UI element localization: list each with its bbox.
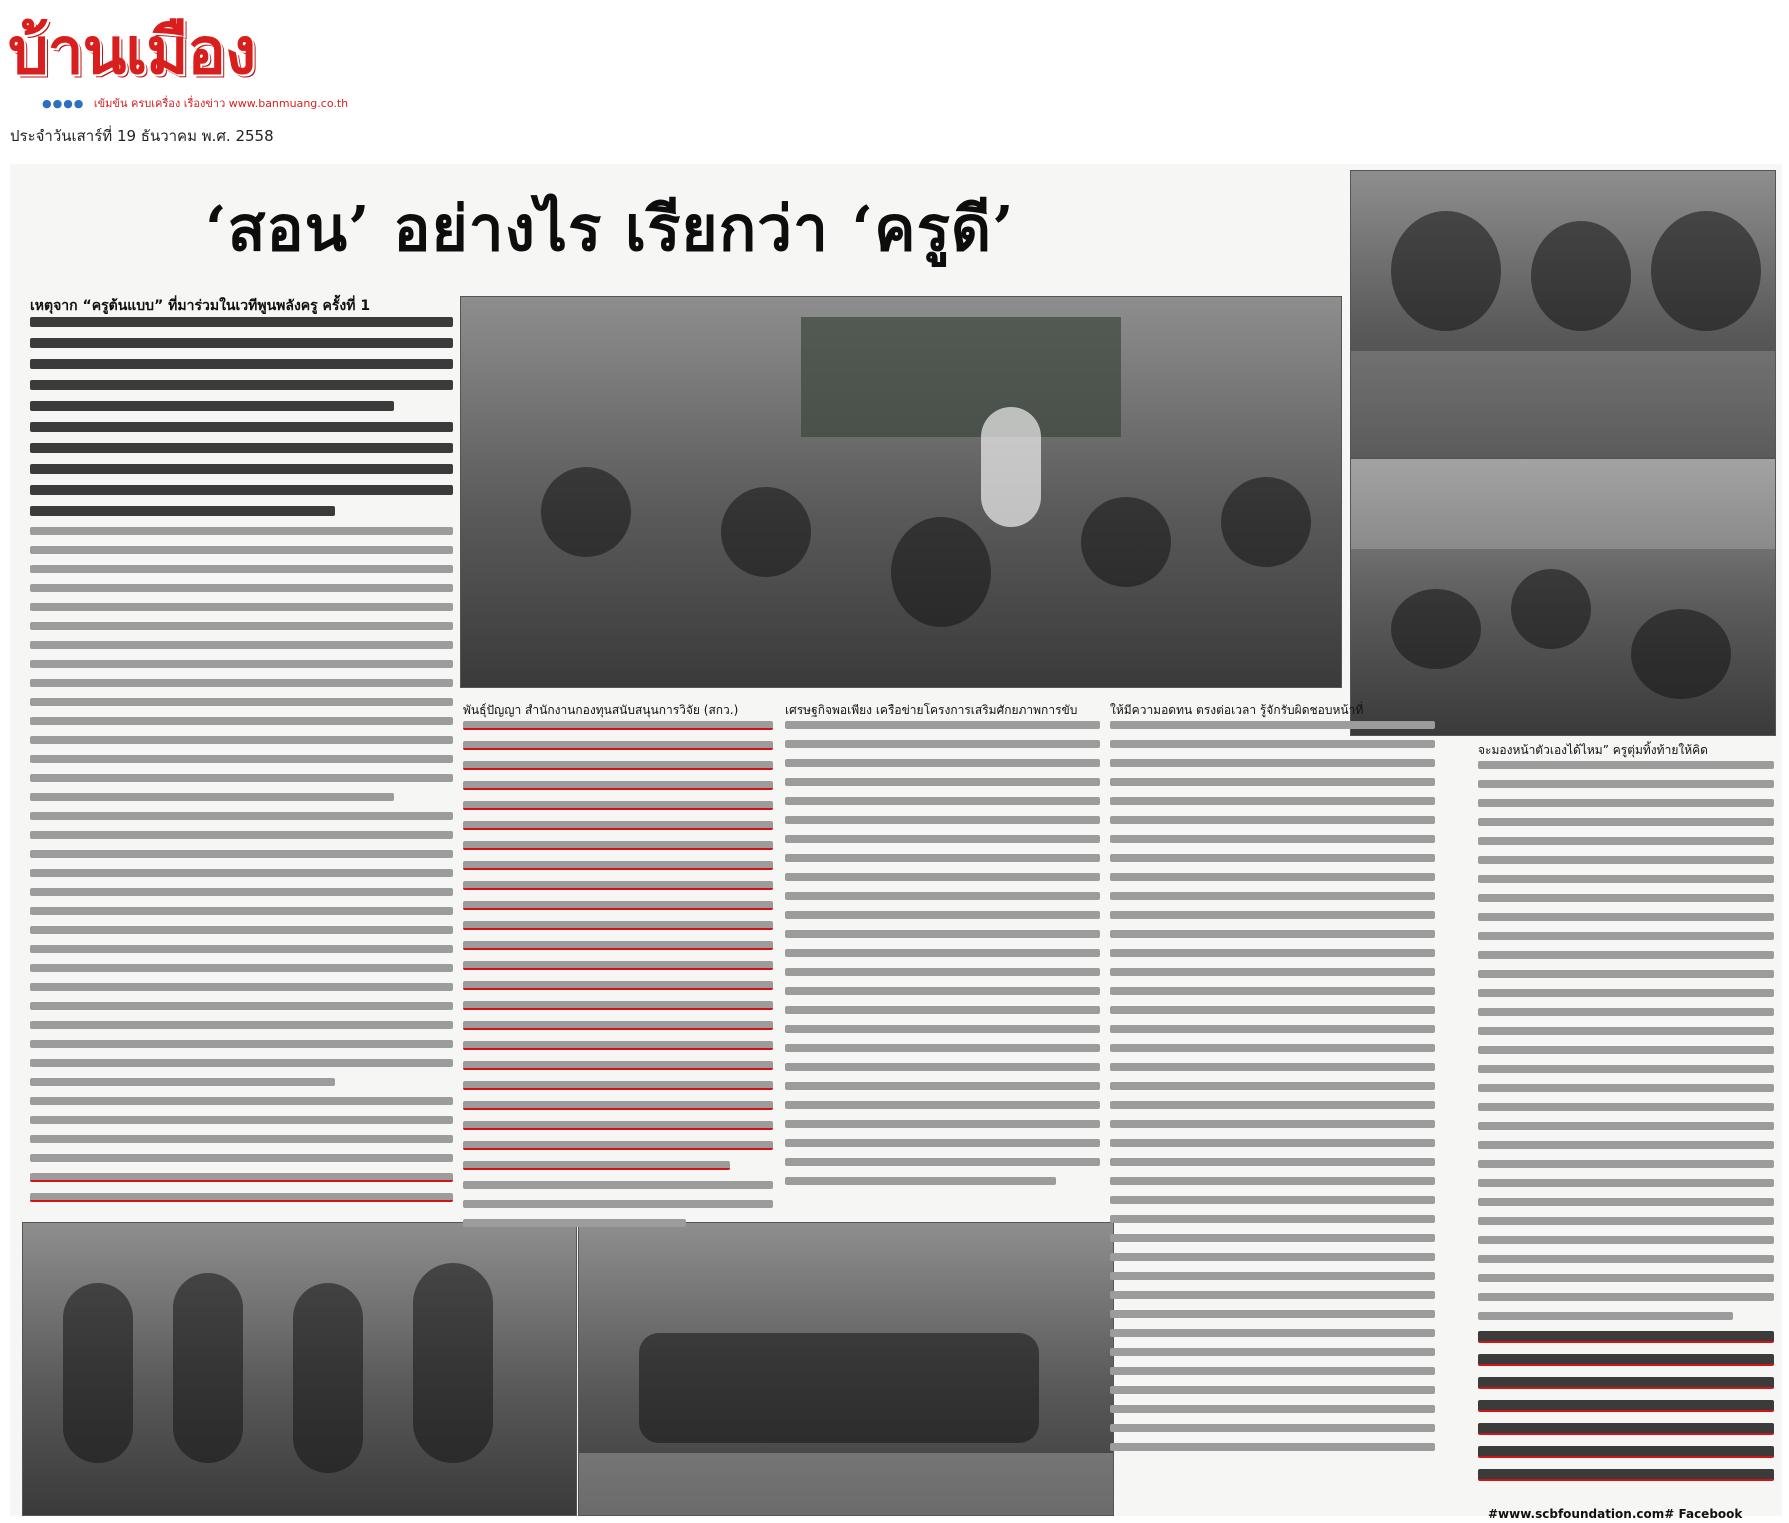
masthead	[8, 8, 349, 118]
article-column-5: จะมองหน้าตัวเองได้ไหม” ครูตุ่มทิ้งท้ายให้คิด	[1478, 740, 1774, 1492]
color-dots-icon: ●●●●	[42, 97, 85, 110]
photo-students-lineup	[578, 1222, 1114, 1516]
article-body-text	[1478, 761, 1774, 1481]
article-body-text	[30, 317, 453, 1202]
masthead-logo: บ้านเมือง	[8, 15, 256, 89]
photo-outdoor-learning	[1350, 458, 1776, 736]
article-column-3: เศรษฐกิจพอเพียง เครือข่ายโครงการเสริมศักยภาพการขับ	[785, 700, 1100, 1196]
article-body-text	[1110, 721, 1435, 1451]
article-highlighted-text	[463, 721, 773, 1227]
article-column-2: พันธุ์ปัญญา สำนักงานกองทุนสนับสนุนการวิจัย (สกว.)	[463, 700, 773, 1238]
article-lead: เหตุจาก “ครูต้นแบบ” ที่มาร่วมในเวทีพูนพลังครู ครั้งที่ 1	[30, 298, 371, 314]
article-column-4: ให้มีความอดทน ตรงต่อเวลา รู้จักรับผิดชอบหน้าที่	[1110, 700, 1435, 1462]
article-body-text	[785, 721, 1100, 1185]
masthead-tagline: ●●●● เข้มข้น ครบเครื่อง เรื่องข่าว www.banmuang.co.th	[42, 97, 349, 110]
photo-students-posing	[22, 1222, 577, 1516]
issue-date: ประจำวันเสาร์ที่ 19 ธันวาคม พ.ศ. 2558	[10, 127, 274, 145]
article-column-1	[30, 296, 453, 1213]
photo-children	[1350, 170, 1776, 458]
photo-classroom	[460, 296, 1342, 688]
article-headline: ‘สอน’ อย่างไร เรียกว่า ‘ครูดี’	[205, 192, 1015, 265]
footer-link: #www.scbfoundation.com# Facebook	[1488, 1507, 1743, 1521]
